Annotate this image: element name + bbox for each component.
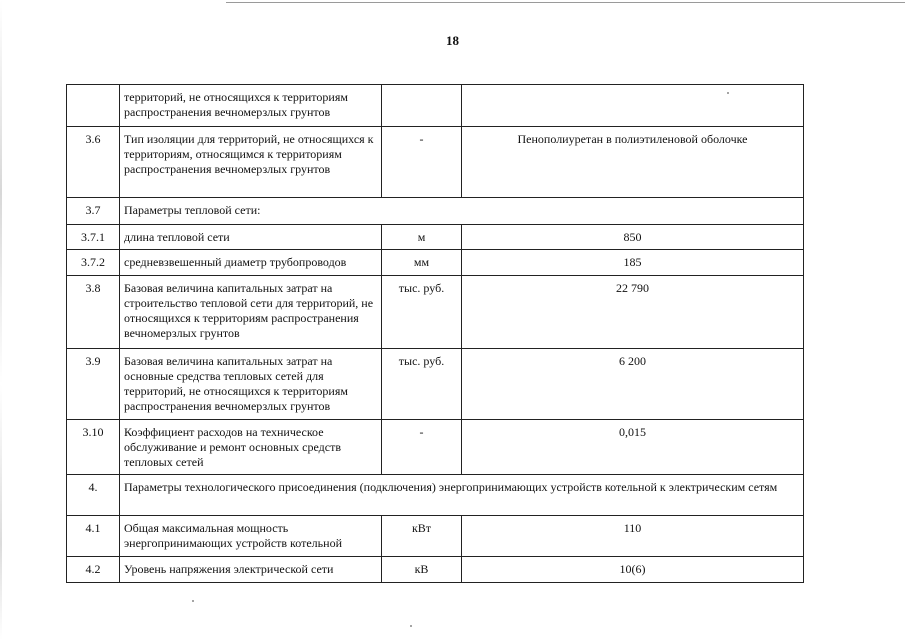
row-unit: мм xyxy=(382,250,462,276)
parameters-table xyxy=(66,84,804,583)
row-number: 4.2 xyxy=(67,557,120,583)
top-rule xyxy=(226,2,905,3)
scan-speck xyxy=(727,92,729,94)
row-number xyxy=(67,85,120,127)
row-number: 3.9 xyxy=(67,349,120,420)
scan-speck xyxy=(410,625,412,627)
table-row xyxy=(67,198,804,225)
row-unit: кВт xyxy=(382,516,462,557)
scan-edge xyxy=(0,0,2,640)
row-number: 3.8 xyxy=(67,276,120,349)
row-unit: кВ xyxy=(382,557,462,583)
row-number: 3.7 xyxy=(67,198,120,225)
row-description: длина тепловой сети xyxy=(120,225,382,250)
row-value: Пенополиуретан в полиэтиленовой оболочке xyxy=(462,127,804,198)
row-value: 850 xyxy=(462,225,804,250)
table-row xyxy=(67,349,804,420)
row-description: Параметры тепловой сети: xyxy=(120,198,804,225)
row-unit: тыс. руб. xyxy=(382,349,462,420)
row-unit: м xyxy=(382,225,462,250)
page-number: 18 xyxy=(446,33,459,48)
row-unit: - xyxy=(382,420,462,475)
row-description: Базовая величина капитальных затрат на строительство тепловой сети для территорий, не относящихся к территориям распространения вечномерзлых грунтов xyxy=(120,276,382,349)
table-row xyxy=(67,127,804,198)
table-row xyxy=(67,557,804,583)
row-description: Параметры технологического присоединения (подключения) энергопринимающих устройств котельной к электрическим сетям xyxy=(120,475,804,516)
row-value: 6 200 xyxy=(462,349,804,420)
row-value: 185 xyxy=(462,250,804,276)
table-row xyxy=(67,85,804,127)
row-number: 3.10 xyxy=(67,420,120,475)
row-description: средневзвешенный диаметр трубопроводов xyxy=(120,250,382,276)
row-value: 0,015 xyxy=(462,420,804,475)
row-number: 4. xyxy=(67,475,120,516)
row-description: Тип изоляции для территорий, не относящихся к территориям, относящимся к территориям распространения вечномерзлых грунтов xyxy=(120,127,382,198)
row-description: Общая максимальная мощность энергопринимающих устройств котельной xyxy=(120,516,382,557)
table-row xyxy=(67,250,804,276)
row-description: Базовая величина капитальных затрат на основные средства тепловых сетей для территорий, не относящихся к территориям распространения вечномерзлых грунтов xyxy=(120,349,382,420)
row-description: Коэффициент расходов на техническое обслуживание и ремонт основных средств тепловых сетей xyxy=(120,420,382,475)
row-unit: тыс. руб. xyxy=(382,276,462,349)
row-value: 110 xyxy=(462,516,804,557)
table-row xyxy=(67,475,804,516)
table-row xyxy=(67,276,804,349)
row-unit: - xyxy=(382,127,462,198)
table-row xyxy=(67,516,804,557)
scan-speck xyxy=(192,600,194,602)
row-unit xyxy=(382,85,462,127)
row-value: 10(6) xyxy=(462,557,804,583)
row-description: Уровень напряжения электрической сети xyxy=(120,557,382,583)
row-value xyxy=(462,85,804,127)
row-number: 4.1 xyxy=(67,516,120,557)
row-number: 3.6 xyxy=(67,127,120,198)
table-row xyxy=(67,225,804,250)
row-number: 3.7.2 xyxy=(67,250,120,276)
row-number: 3.7.1 xyxy=(67,225,120,250)
row-value: 22 790 xyxy=(462,276,804,349)
row-description: территорий, не относящихся к территориям распространения вечномерзлых грунтов xyxy=(120,85,382,127)
table-row xyxy=(67,420,804,475)
